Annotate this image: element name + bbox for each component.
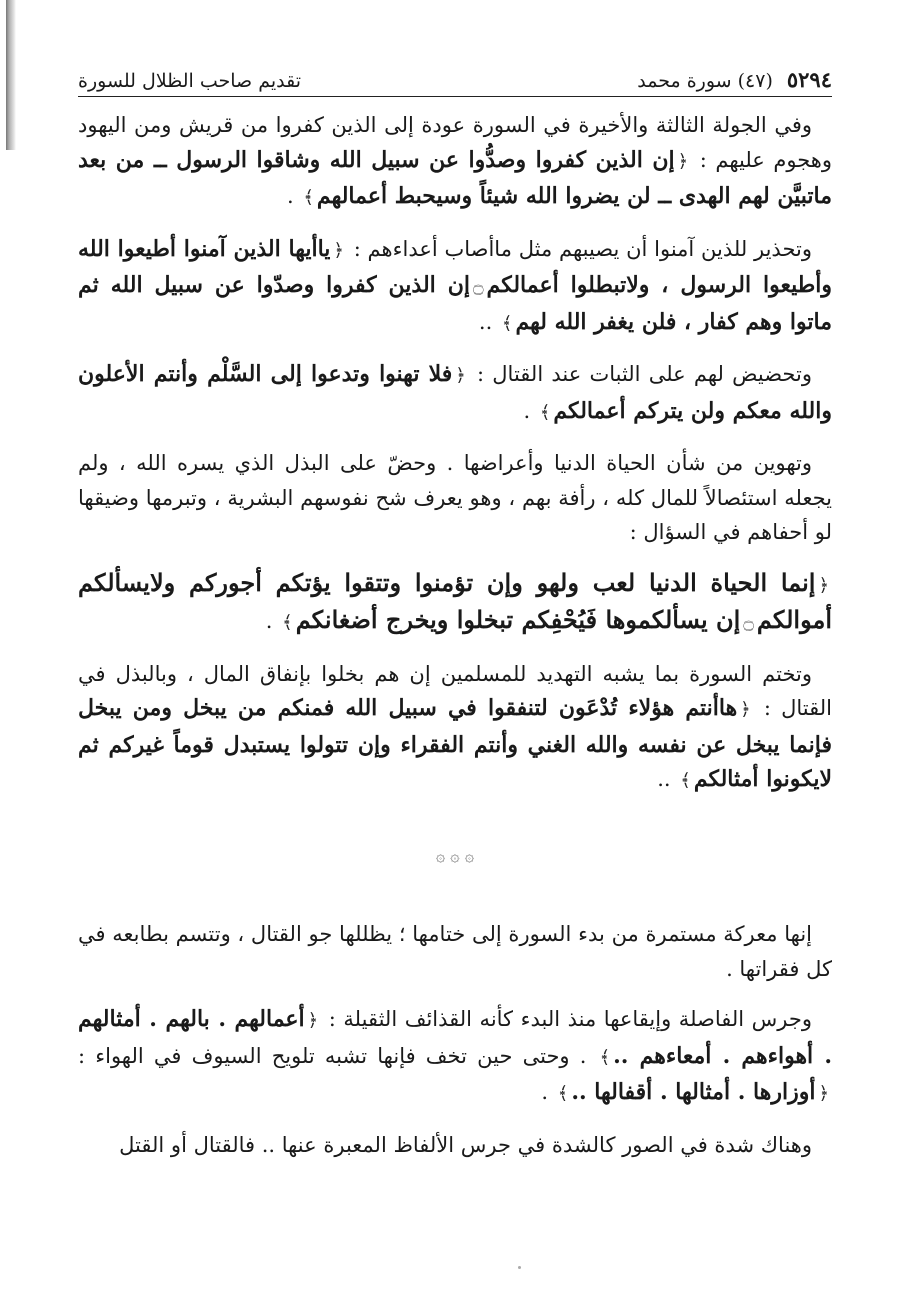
verse-open-ornament: ﴿ [677,150,689,172]
quran-quote: إن الذين كفروا وصدّوا عن سبيل الله ثم ماتوا وهم كفار ، فلن يغفر الله لهم [78,272,832,335]
quran-quote: أعمالهم . بالهم . أمثالهم . أهواءهم . أمعاءهم .. [78,1006,832,1069]
section-separator: ۞ ۞ ۞ [435,845,475,865]
page-content [78,108,832,1178]
paragraph-outro: . [541,1080,555,1104]
verse-close-ornament: ﴾ [680,770,691,791]
paragraph-outro: . [265,609,280,633]
verse-close-ornament: ﴾ [599,1046,611,1068]
paragraph-outro: .. [478,309,499,334]
section-title: تقديم صاحب الظلال للسورة [78,70,302,92]
verse-separator: ۝ [743,612,754,633]
paragraph-7: إنها معركة مستمرة من بدء السورة إلى ختامها ؛ يظللها جو القتال ، وتتسم بطابعه في كل فقراتها . [78,922,832,981]
quran-quote: هاأنتم هؤلاء تُدْعَون لتنفقوا في سبيل الله فمنكم من يبخل ومن يبخل فإنما يبخل عن نفسه والله الغني وأنتم الفقراء وإن تتولوا يستبدل قوماً غيركم ثم لايكونوا أمثالكم [78,695,832,792]
paragraph-intro: وتختم السورة بما يشبه التهديد للمسلمين إن هم بخلوا بإنفاق المال ، وبالبذل في القتال : [78,661,832,720]
verse-open-ornament: ﴿ [740,699,751,720]
surah-label: (٤٧) سورة محمد [637,70,773,92]
verse-open-ornament: ﴿ [818,1083,829,1104]
paragraph-outro: .. [657,767,678,791]
page-number: ٥٢٩٤ [786,67,832,92]
quran-quote: إن يسألكموها فَيُحْفِكم تبخلوا ويخرج أضغانكم [295,605,741,634]
paragraph-6 [78,657,832,799]
verse-open-ornament: ﴿ [307,1010,319,1031]
verse-separator: ۝ [473,276,484,297]
verse-close-ornament: ﴾ [282,612,293,633]
paragraph-8 [78,1002,832,1112]
page-header [78,56,832,97]
quran-quote: ياأيها الذين آمنوا أطيعوا الله وأطيعوا الرسول ، ولاتبطلوا أعمالكم [78,235,832,298]
paragraph-1 [78,108,832,216]
paragraph-intro: وتحذير للذين آمنوا أن يصيبهم مثل ماأصاب أعداءهم : [346,236,812,261]
paragraph-middle: . وحتى حين تخف فإنها تشبه تلويح السيوف في الهواء : [78,1043,597,1068]
quran-quote: إن الذين كفروا وصدُّوا عن سبيل الله وشاقوا الرسول ــ من بعد ماتبيَّن لهم الهدى ــ لن يضروا الله شيئاً وسيحبط أعمالهم [78,146,832,209]
paragraph-intro: وفي الجولة الثالثة والأخيرة في السورة عودة إلى الذين كفروا من قريش ومن اليهود وهجوم عليهم : [78,113,832,172]
verse-close-ornament: ﴾ [303,187,314,208]
verse-open-ornament: ﴿ [455,365,466,386]
paragraph-outro: . [523,398,537,423]
paragraph-9: وهناك شدة في الصور كالشدة في جرس الألفاظ المعبرة عنها .. فالقتال أو القتل [119,1132,812,1157]
paragraph-5 [78,566,832,641]
paragraph-intro: وتحضيض لهم على الثبات عند القتال : [468,362,812,386]
paragraph-intro: وجرس الفاصلة وإيقاعها منذ البدء كأنه القذائف الثقيلة : [321,1007,813,1031]
binding-shadow [6,0,16,150]
page-speck [518,1266,521,1269]
quran-quote: أوزارها . أمثالها . أقفالها .. [571,1079,816,1105]
verse-close-ornament: ﴾ [557,1083,569,1104]
verse-open-ornament: ﴿ [333,239,344,261]
quran-quote: إنما الحياة الدنيا لعب ولهو وإن تؤمنوا وتتقوا يؤتكم أجوركم ولايسألكم أموالكم [78,567,832,634]
paragraph-2 [78,232,832,342]
paragraph-4: وتهوين من شأن الحياة الدنيا وأعراضها . وحضّ على البذل الذي يسره الله ، ولم يجعله استئصالاً للمال كله ، رأفة بهم ، وهو يعرف شح نفوسهم البشرية ، وتبرمها وضيقها لو أحفاهم في السؤال : [78,451,832,544]
verse-close-ornament: ﴾ [539,401,551,423]
verse-close-ornament: ﴾ [501,312,513,334]
header-right [637,67,832,92]
verse-open-ornament: ﴿ [818,574,829,596]
quran-quote: فلا تهنوا وتدعوا إلى السَّلْم وأنتم الأعلون والله معكم ولن يتركم أعمالكم [78,361,832,424]
paragraph-3 [78,357,832,430]
paragraph-outro: . [287,184,301,208]
